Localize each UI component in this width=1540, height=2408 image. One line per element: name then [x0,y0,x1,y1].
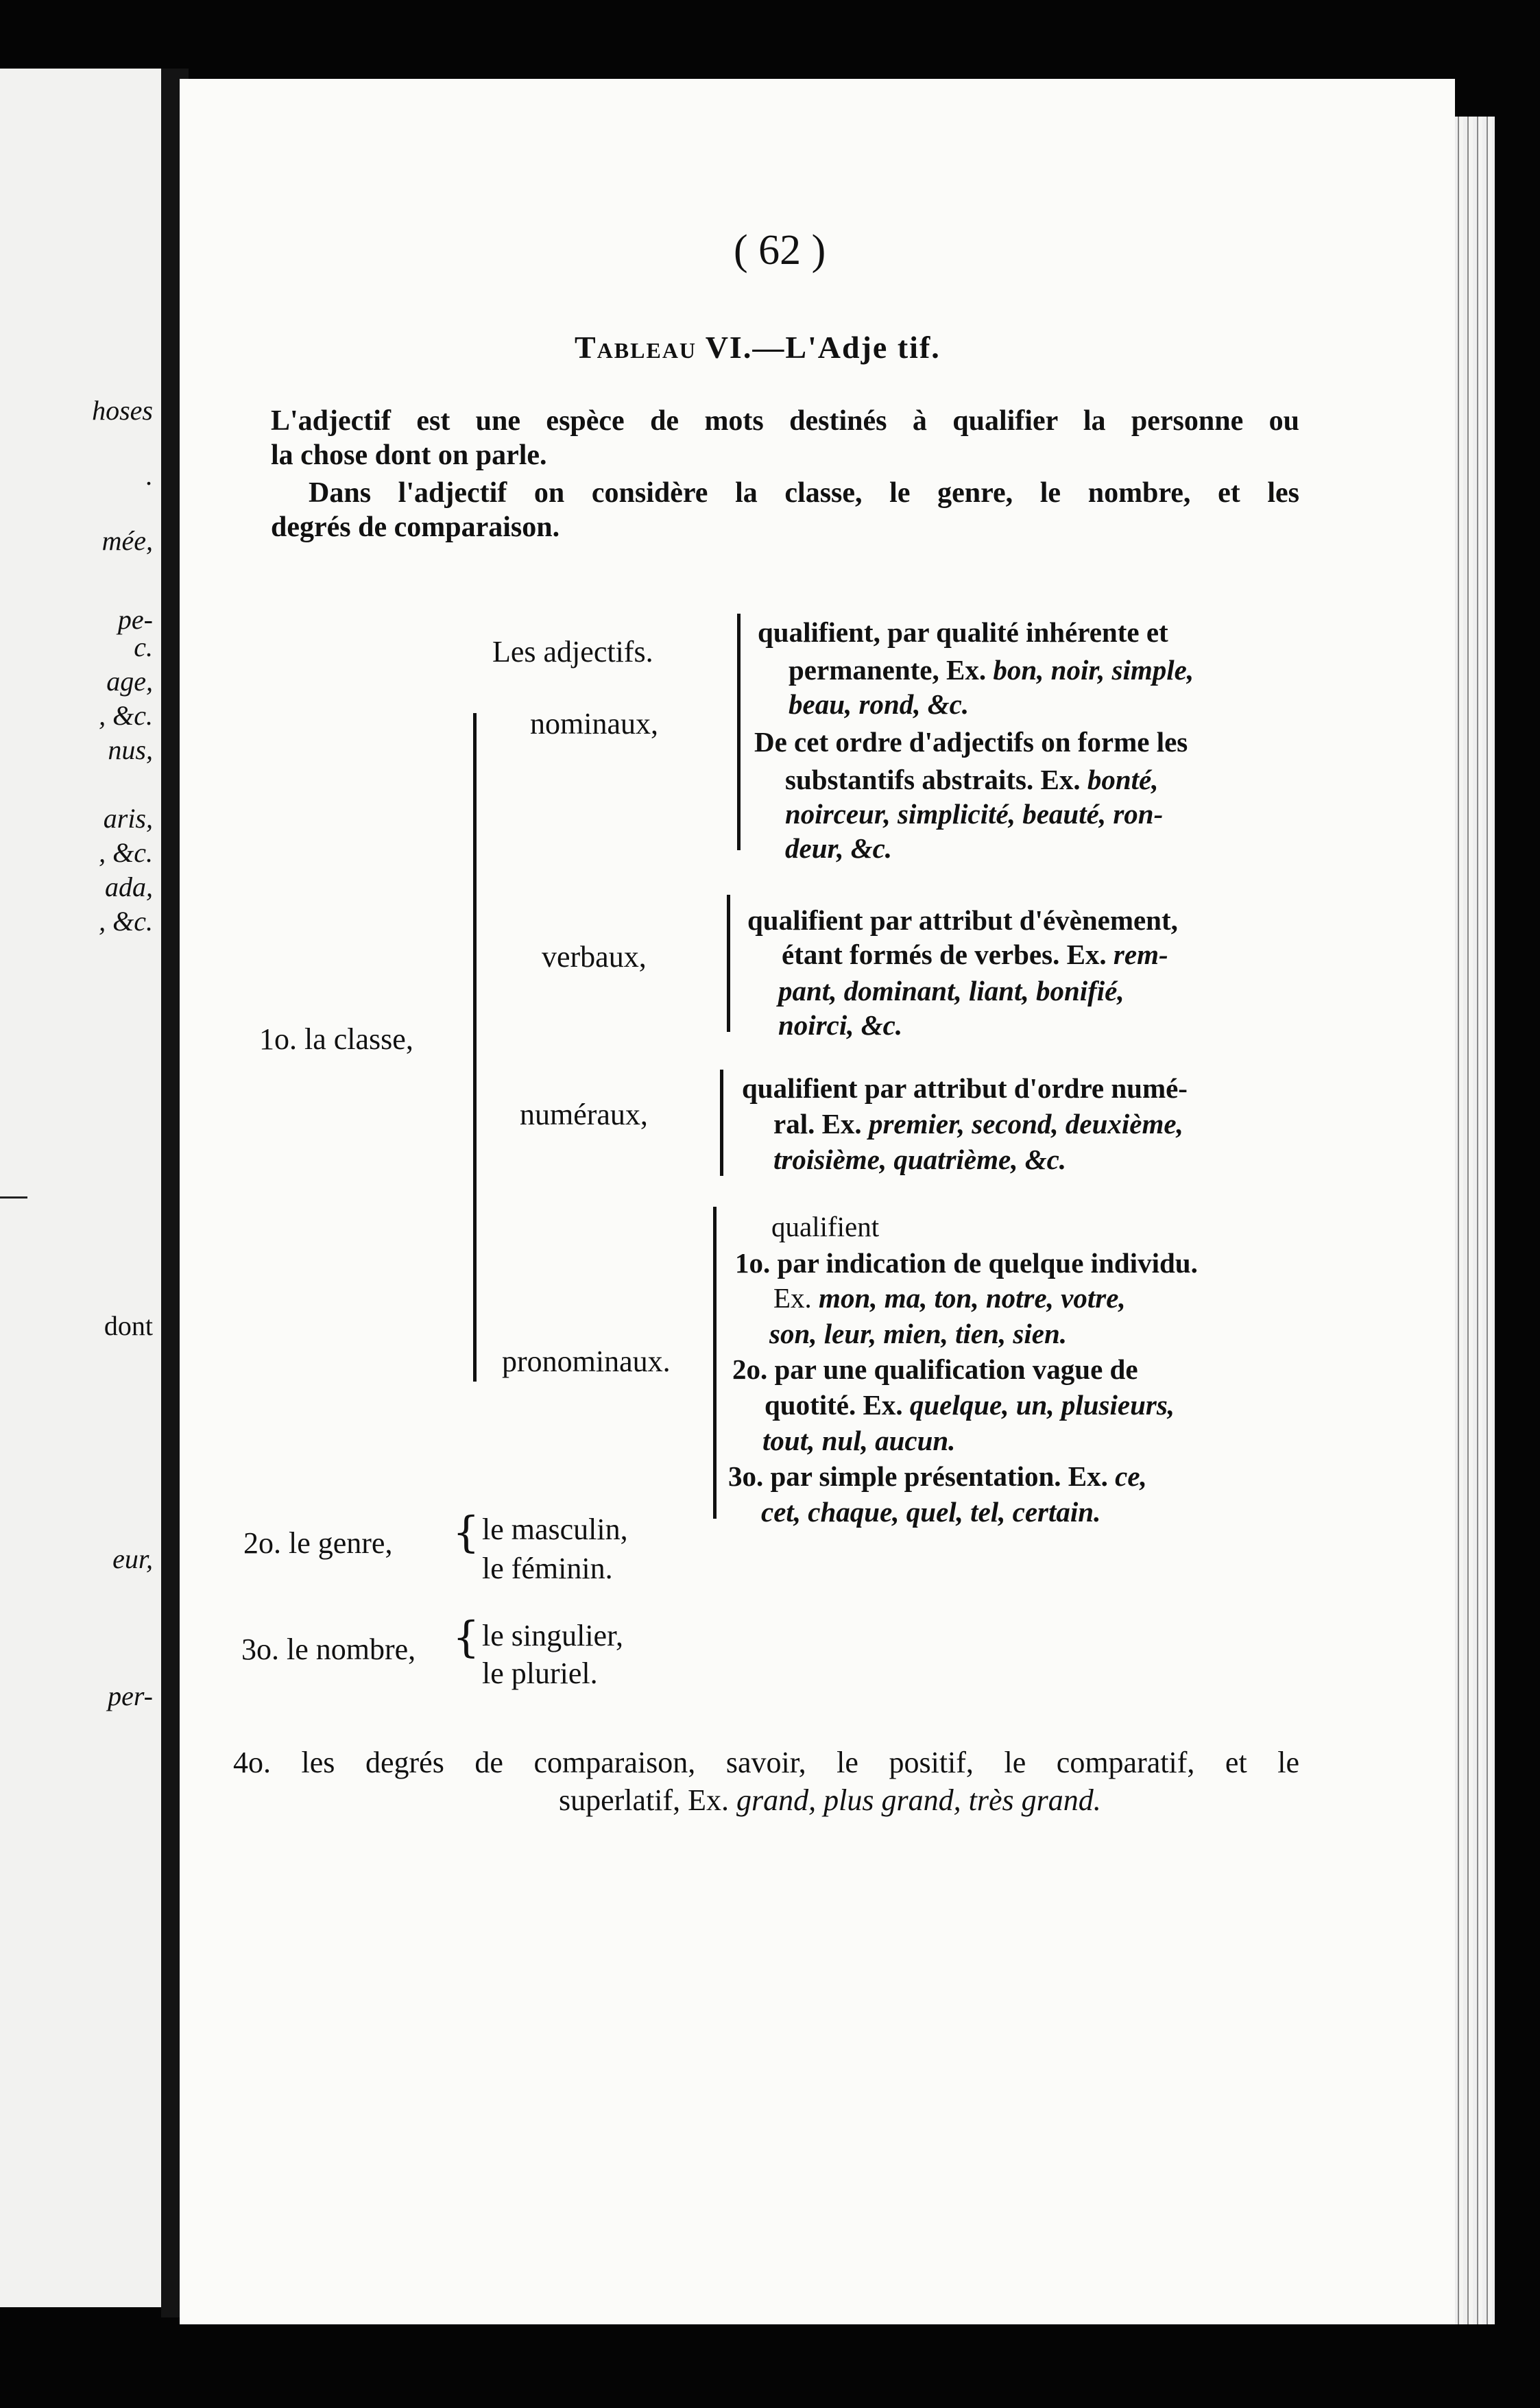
left-facing-page [0,69,161,2307]
left-fragment: dont [104,1310,153,1341]
intro-line: la chose dont on parle. [271,440,547,471]
genre-label: 2o. le genre, [243,1526,393,1560]
left-fragment: hoses [92,395,153,426]
numeraux-text: ral. Ex. premier, second, deuxième, [773,1108,1183,1140]
nombre-label: 3o. le nombre, [241,1633,416,1666]
pronominaux-brace [713,1207,717,1519]
verbaux-text: noirci, &c. [778,1009,903,1041]
pronominaux-text: 2o. par une qualification vague de [732,1353,1138,1385]
left-fragment: aris, [103,803,153,834]
pronominaux-text: 3o. par simple présentation. Ex. ce, [728,1460,1147,1492]
pronominaux-text: Ex. mon, ma, ton, notre, votre, [773,1282,1126,1314]
verbaux-label: verbaux, [542,940,647,974]
verbaux-text: pant, dominant, liant, bonifié, [778,975,1124,1007]
nominaux-text: noirceur, simplicité, beauté, ron- [785,798,1164,830]
left-fragment: per- [108,1681,153,1711]
left-fragment: mée, [101,525,153,556]
page-title [575,329,941,365]
intro-line: L'adjectif est une espèce de mots destinés à qualifier la personne ou [271,405,1299,437]
degres-line: superlatif, Ex. grand, plus grand, très grand. [559,1783,1101,1817]
left-fragment: , &c. [99,700,153,731]
numeraux-text: qualifient par attribut d'ordre numé- [742,1072,1188,1104]
left-fragment: ada, [105,871,153,902]
nominaux-brace [737,614,741,850]
genre-option: le féminin. [482,1552,613,1585]
nombre-option: le pluriel. [482,1657,598,1690]
nominaux-text: De cet ordre d'adjectifs on forme les [754,726,1188,758]
classe-label: 1o. la classe, [259,1022,413,1056]
left-fragment: c. [134,631,153,662]
genre-option: le masculin, [482,1513,628,1546]
genre-brace: { [453,1507,480,1557]
verbaux-brace [727,895,730,1032]
classe-brace [473,713,477,1382]
adjectifs-header: Les adjectifs. [492,635,653,669]
pronominaux-text: tout, nul, aucun. [762,1425,956,1456]
verbaux-text: étant formés de verbes. Ex. rem- [782,939,1168,970]
left-fragment: , &c. [99,906,153,937]
left-fragment: pe- [117,604,153,635]
nombre-brace: { [453,1612,480,1662]
page-number: ( 62 ) [734,227,826,274]
nominaux-text: substantifs abstraits. Ex. bonté, [785,764,1159,795]
title-rest: —L'Adje tif. [752,330,941,365]
nominaux-text: qualifient, par qualité inhérente et [758,616,1168,648]
intro-line: degrés de comparaison. [271,511,560,543]
left-fragment: age, [106,666,153,697]
degres-line: 4o. les degrés de comparaison, savoir, le positif, le comparatif, et le [233,1746,1299,1779]
left-fragment: nus, [108,734,153,765]
pronominaux-text: quotité. Ex. quelque, un, plusieurs, [765,1389,1175,1421]
pronominaux-text: son, leur, mien, tien, sien. [769,1318,1068,1349]
nominaux-text: beau, rond, &c. [789,688,970,720]
divider [0,1196,27,1199]
title-prefix: Tableau VI. [575,330,753,365]
left-fragment: eur, [112,1543,153,1574]
nombre-option: le singulier, [482,1619,623,1652]
numeraux-label: numéraux, [520,1098,648,1131]
numeraux-text: troisième, quatrième, &c. [773,1144,1067,1175]
pronominaux-text: qualifient [771,1211,880,1242]
page-edges [1454,117,1495,2324]
left-fragment: , &c. [99,837,153,868]
pronominaux-text: 1o. par indication de quelque individu. [735,1247,1198,1279]
intro-line: Dans l'adjectif on considère la classe, le genre, le nombre, et les [309,477,1299,509]
nominaux-label: nominaux, [530,707,658,741]
pronominaux-label: pronominaux. [502,1345,671,1378]
pronominaux-text: cet, chaque, quel, tel, certain. [761,1496,1101,1528]
left-fragment: . [146,460,153,491]
numeraux-brace [720,1070,723,1176]
nominaux-text: permanente, Ex. bon, noir, simple, [789,654,1194,686]
nominaux-text: deur, &c. [785,832,893,864]
verbaux-text: qualifient par attribut d'évènement, [747,904,1178,936]
